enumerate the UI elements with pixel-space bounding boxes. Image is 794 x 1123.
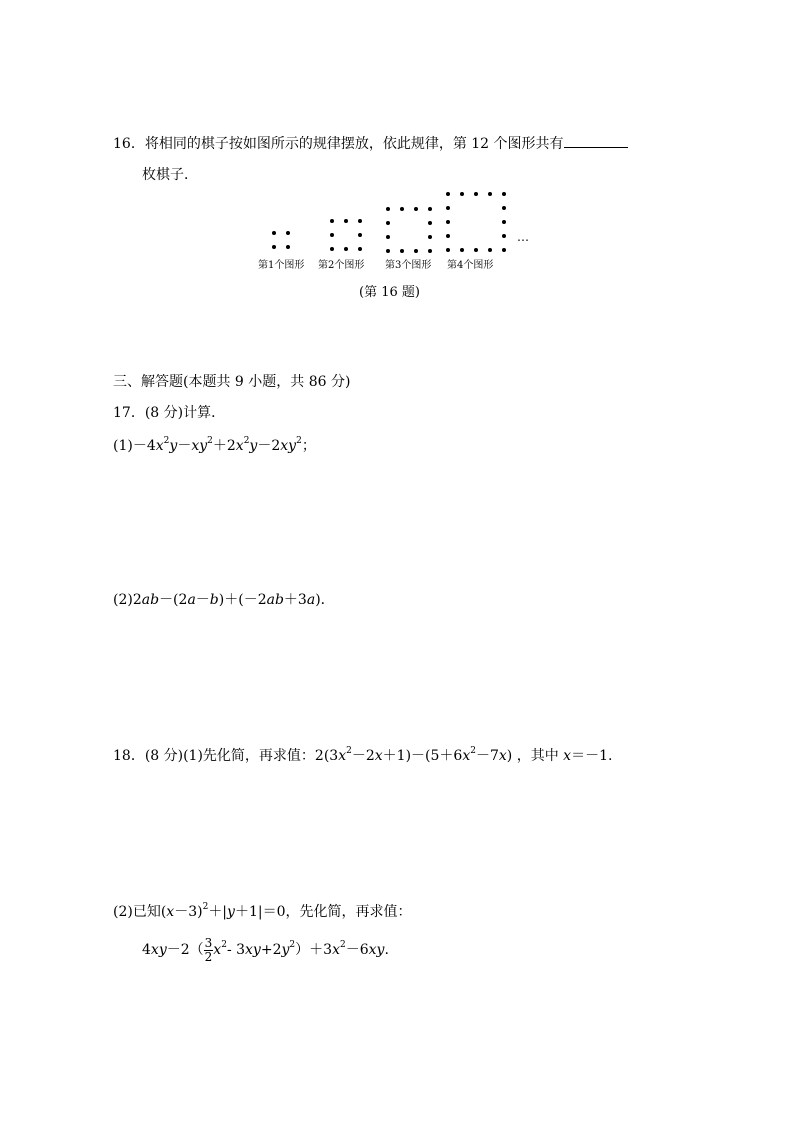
var: a: [306, 592, 316, 608]
dot: [272, 231, 276, 235]
var: x: [235, 438, 244, 454]
text: ＋1|＝0，先化简，再求值：: [234, 904, 412, 920]
text: - 3: [226, 942, 246, 958]
var: b: [209, 592, 219, 608]
var: x: [498, 748, 507, 764]
dot: [488, 248, 492, 252]
dot: [400, 207, 404, 211]
exponent: 2: [296, 436, 302, 446]
dot: [446, 206, 450, 210]
section-heading: 三、解答题(本题共 9 小题，共 86 分): [113, 374, 351, 390]
text: ＝－1.: [571, 748, 613, 764]
dot: [386, 235, 390, 239]
dot: [488, 192, 492, 196]
dot: [386, 221, 390, 225]
text: －2: [257, 438, 281, 454]
figure-caption-3: 第3个图形: [385, 260, 432, 271]
var: xy: [280, 438, 297, 454]
exponent: 2: [289, 940, 296, 950]
dot: [386, 207, 390, 211]
q17-part1: [113, 436, 316, 456]
fraction-numerator: 3: [204, 935, 213, 950]
text: ＋3: [283, 592, 307, 608]
text: －: [195, 592, 210, 608]
q16-text: 16．将相同的棋子按如图所示的规律摆放，依此规律，第 12 个图形共有: [113, 136, 564, 152]
q18-part2-line1: [113, 902, 411, 922]
figure-caption-4: 第4个图形: [447, 260, 494, 271]
exponent: 2: [207, 436, 213, 446]
text: (2)已知(: [113, 904, 167, 920]
text: ；: [301, 438, 316, 454]
dot: [474, 248, 478, 252]
fraction: [204, 937, 214, 964]
dot: [386, 249, 390, 253]
dot: [286, 245, 290, 249]
var: x: [155, 438, 164, 454]
text: )＋(－2: [218, 592, 267, 608]
dot: [502, 206, 506, 210]
exponent: 2: [346, 746, 352, 756]
var: x: [374, 748, 383, 764]
dot: [446, 234, 450, 238]
var: xy: [150, 942, 167, 958]
var: y: [169, 438, 178, 454]
text: )．: [315, 592, 335, 608]
text: .: [384, 942, 389, 958]
var: y: [227, 904, 235, 920]
dot: [446, 248, 450, 252]
figure-caption-1: 第1个图形: [258, 260, 305, 271]
var: x: [563, 748, 572, 764]
text: －(2: [159, 592, 188, 608]
var: xy: [191, 438, 208, 454]
dot: [358, 233, 362, 237]
q16-line2: 枚棋子．: [142, 167, 198, 183]
figure-ellipsis: …: [517, 230, 529, 244]
dot: [414, 249, 418, 253]
text: －: [177, 438, 192, 454]
text: +2: [260, 942, 282, 958]
var: x: [462, 748, 471, 764]
exponent: 2: [243, 436, 250, 446]
var: ab: [141, 592, 160, 608]
text: ) ，其中: [506, 748, 564, 764]
dot: [428, 249, 432, 253]
var: x: [213, 942, 222, 958]
exponent: 2: [202, 902, 209, 912]
figure-caption-2: 第2个图形: [318, 260, 365, 271]
text: (2)2: [113, 592, 142, 608]
dot: [474, 192, 478, 196]
text: 18．(8 分)(1)先化简，再求值：2(3: [113, 748, 339, 764]
text: ＋1)－(5＋6: [382, 748, 463, 764]
dot: [330, 233, 334, 237]
q18-part1: [113, 746, 612, 766]
text: －2: [351, 748, 375, 764]
dot: [330, 247, 334, 251]
dot: [502, 248, 506, 252]
exponent: 2: [221, 940, 227, 950]
dot: [330, 219, 334, 223]
text: －2（: [166, 942, 204, 958]
dot: [502, 192, 506, 196]
text: ＋2: [212, 438, 236, 454]
dot: [446, 192, 450, 196]
dot: [428, 221, 432, 225]
var: a: [187, 592, 196, 608]
text: (1)－4: [113, 438, 156, 454]
dot: [414, 207, 418, 211]
text: ）＋3: [295, 942, 333, 958]
var: y: [249, 438, 258, 454]
dot: [344, 219, 348, 223]
dot: [358, 247, 362, 251]
q18-part2-line2: [142, 935, 389, 965]
figure-label: (第 16 题): [359, 285, 420, 300]
q17-stem: 17．(8 分)计算．: [113, 405, 226, 421]
dot: [286, 231, 290, 235]
exponent: 2: [470, 746, 476, 756]
text: ＋|: [208, 904, 228, 920]
text: －6: [345, 942, 369, 958]
text: －7: [475, 748, 499, 764]
q17-part2: [113, 590, 335, 610]
exponent: 2: [163, 436, 170, 446]
exponent: 2: [339, 940, 346, 950]
dot: [428, 207, 432, 211]
dot: [358, 219, 362, 223]
fraction-denominator: 2: [204, 949, 213, 964]
var: xy: [245, 942, 261, 958]
dot: [272, 245, 276, 249]
dot: [428, 235, 432, 239]
var: x: [338, 748, 347, 764]
var: x: [332, 942, 340, 958]
var: xy: [368, 942, 385, 958]
dot: [400, 249, 404, 253]
text: －3): [174, 904, 203, 920]
dot: [502, 220, 506, 224]
dot: [344, 247, 348, 251]
var: ab: [266, 592, 284, 608]
q16-figure: [0, 0, 794, 300]
dot: [446, 220, 450, 224]
text: 4: [142, 942, 151, 958]
var: y: [281, 942, 290, 958]
dot: [460, 248, 464, 252]
dot: [502, 234, 506, 238]
var: x: [166, 904, 175, 920]
dot: [460, 192, 464, 196]
